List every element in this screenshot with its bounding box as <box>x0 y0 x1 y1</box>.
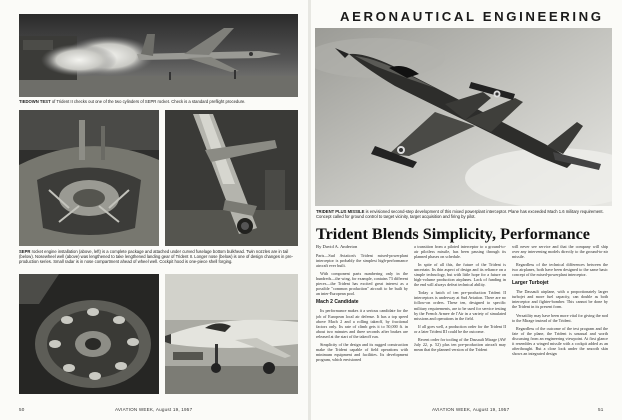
paragraph: Versatility may have been more vital for giving the nod to the Mirage instead of the Trident. <box>512 312 608 323</box>
photo-sepr-rocket-test <box>19 14 298 97</box>
article-column-1 <box>316 244 408 400</box>
paragraph: With component parts numbering only in the hundreds—the wing, for example, contains 73 different pieces—the Trident has excited great interest as a possible "common production" aircraft to be built by an inter-European pool. <box>316 271 408 297</box>
caption-text: is envisioned second-step development of this mixed powerplant interceptor. Plane has exceeded Mach 1.6 military requirement. Concept called for ground control to target vicinity, target acquisition and firing by pilot. <box>316 209 604 220</box>
paragraph: The Dassault airplane, with a proportionately larger turbojet and more fuel capacity, can double as both interceptor and fighter-bomber. This cannot be done by the Trident in its present form. <box>512 289 608 310</box>
subhead-larger-turbojet: Larger Turbojet <box>512 280 549 287</box>
paragraph: a transition from a piloted interceptor to a ground-to-air pilotless missile, has been passing through its planned phases on schedule. <box>414 244 506 260</box>
paragraph: If all goes well, a production order for the Trident II or a later Trident III could be the outcome. <box>414 323 506 334</box>
paragraph: will never see service and that the company will ship over any intervening models directly to the ground-to-air missile. <box>512 244 608 260</box>
byline: By David A. Anderton <box>316 244 358 249</box>
paragraph: Paris—Sud Aviation's Trident mixed-powerplant interceptor is probably the simplest high-performance aircraft ever built. <box>316 253 408 269</box>
paragraph: In spite of all this, the future of the Trident is uncertain. Its thin aspect of design and its reliance on a simple technology, but with little hope for a future on high-volume production airplanes. Lack of funding in the end will always defeat technical ability. <box>414 262 506 288</box>
caption-lead: SEPR <box>19 249 31 254</box>
article-column-2 <box>414 244 506 400</box>
right-folio: 51 <box>598 407 604 412</box>
paragraph: Its performance makes it a serious candidate for the job of European local air defense. It has a top speed above Mach 2 and a rolling takeoff, by fractional factors only. Its rate of climb gets it to 50,000 ft. in about two minutes and three seconds after brakes are released at the start of the takeoff run. <box>316 308 408 339</box>
paragraph: Regardless of the technical differences between the two airplanes, both have been designed to the same basic concept of the mixed-powerplant interceptor. <box>512 262 608 278</box>
subhead-mach-2: Mach 2 Candidate <box>316 299 359 306</box>
photo-engine-turbine <box>19 274 159 394</box>
photo-tail-section <box>165 110 298 246</box>
caption-lead: TIEDOWN TEST <box>19 99 51 104</box>
left-folio: 50 <box>19 407 25 412</box>
caption-text: rocket engine installation (above, left) is a complete package and attached under curved fuselage bottom bulkhead. Twin nozzles are in tail (below). Nosewheel well (above) was lengthened to take lengthened landing gear of Trident II. Longer nose (below) is one of design changes in pre-production series. Small radar is in nose compartment ahead of wheel well. Cockpit hood is one-piece shell forging. <box>19 249 293 265</box>
left-page <box>0 0 308 420</box>
section-header: AERONAUTICAL ENGINEERING <box>340 9 604 24</box>
right-footer: AVIATION WEEK, August 19, 1957 <box>432 407 510 412</box>
article-column-3 <box>512 244 608 400</box>
caption-tiedown-test <box>19 99 301 104</box>
caption-text: of Trident II checks out one of the two cylinders of SEPR rocket. Check is a standard preflight procedure. <box>51 99 246 104</box>
paragraph: Regardless of the outcome of the test program and the fate of the plane, the Trident is unusual and worth discussing from an engineering viewpoint. At first glance it resembles a winged missile with a cockpit added as an afterthought. But a close look under the smooth skin shows an integrated design <box>512 325 608 356</box>
photo-trident-ground <box>165 274 298 394</box>
paragraph: Simplicity of the design and its rugged construction make the Trident capable of field operations with minimum equipment and facilities. Its development program, which envisioned <box>316 341 408 362</box>
caption-sepr-installation <box>19 249 301 265</box>
caption-trident-plus-missile <box>316 209 612 219</box>
photo-rocket-installation <box>19 110 159 246</box>
photo-trident-in-flight <box>315 28 612 206</box>
left-footer: AVIATION WEEK, August 19, 1957 <box>115 407 193 412</box>
paragraph: Today a batch of ten pre-production Trident II interceptors is underway at Sud Aviation. There are no follow-on orders. These ten, designed to specific military requirements, are to be used for service testing by the French Armee de l'Air in a variety of simulated missions and operations in the field. <box>414 290 506 321</box>
caption-lead: TRIDENT PLUS MISSILE <box>316 209 365 214</box>
article-headline: Trident Blends Simplicity, Performance <box>316 225 590 243</box>
paragraph: Recent order for tooling of the Dassault Mirage (AW July 22, p. 52) plus ten pre-production aircraft may mean that the planned version of the Trident <box>414 336 506 352</box>
